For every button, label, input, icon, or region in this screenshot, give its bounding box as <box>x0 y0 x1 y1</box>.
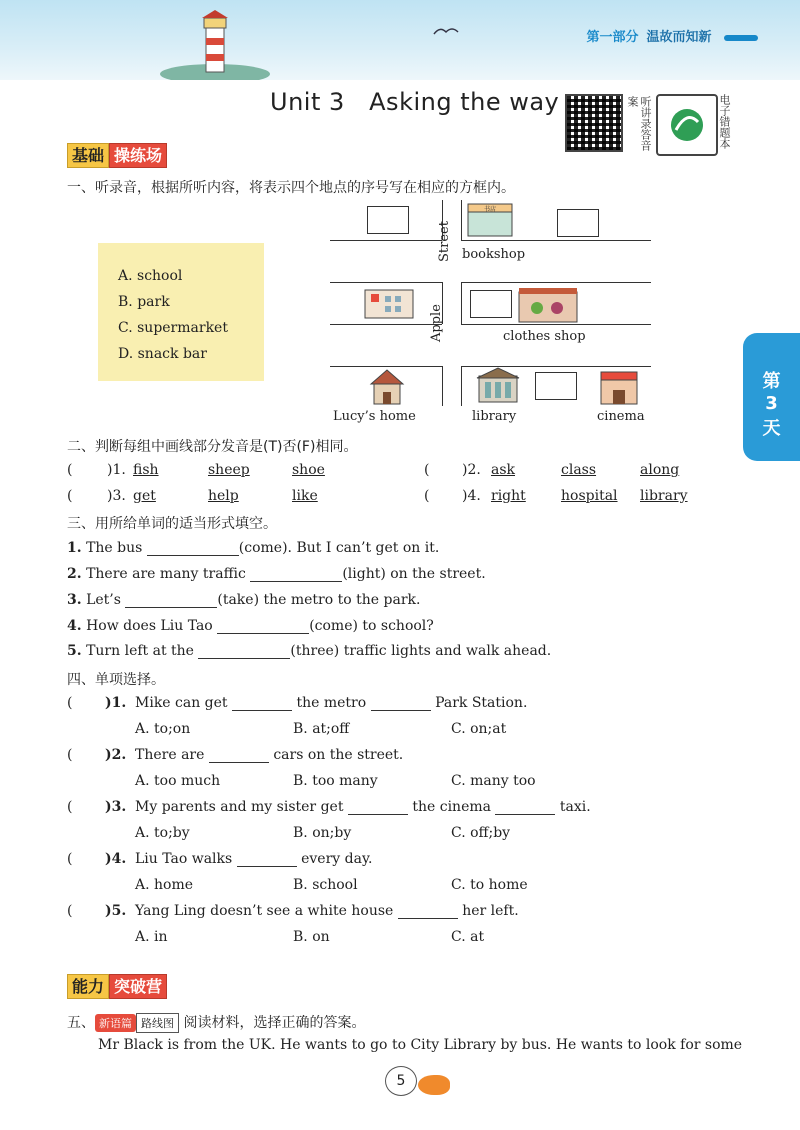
bookshop-icon <box>465 202 515 238</box>
library-label: library <box>472 409 517 424</box>
part5-instruction: 五、 新语篇 路线图 阅读材料，选择正确的答案。 <box>67 1015 366 1031</box>
blank[interactable] <box>398 918 458 919</box>
answer-box-3[interactable] <box>470 290 512 318</box>
option[interactable]: A. in <box>135 929 168 945</box>
bookshop-sign: 书店 <box>483 206 497 213</box>
part3-item-4: 4. How does Liu Tao (come) to school? <box>67 618 434 634</box>
part1-instruction: 一、听录音，根据所听内容，将表示四个地点的序号写在相应的方框内。 <box>67 180 515 196</box>
banner-tag: 第一部分 温故而知新 <box>586 26 758 45</box>
cinema-label: cinema <box>597 409 645 424</box>
part2-instruction: 二、判断每组中画线部分发音是(T)否(F)相同。 <box>67 439 358 455</box>
option-c: C. supermarket <box>118 320 228 336</box>
option[interactable]: B. at;off <box>293 721 350 737</box>
app-logo-icon <box>658 96 716 154</box>
part3-item-5: 5. Turn left at the (three) traffic lights and walk ahead. <box>67 643 552 659</box>
part3-item-1: 1. The bus (come). But I can’t get on it. <box>67 540 440 556</box>
option-d: D. snack bar <box>118 346 207 362</box>
qr-notebook-label: 电子错题本 <box>718 94 731 149</box>
option[interactable]: B. school <box>293 877 358 893</box>
blank[interactable] <box>147 555 239 556</box>
blank[interactable] <box>232 710 292 711</box>
blank[interactable] <box>237 866 297 867</box>
qr-audio-label: 听讲录答音案 <box>626 96 652 151</box>
option[interactable]: C. off;by <box>451 825 511 841</box>
cinema-icon <box>597 366 641 406</box>
seagull-icon <box>430 20 470 40</box>
library-icon <box>475 366 521 404</box>
submarine-icon <box>418 1075 450 1095</box>
options-box <box>98 243 264 381</box>
option-b: B. park <box>118 294 170 310</box>
option[interactable]: A. home <box>135 877 194 893</box>
apple-label: Apple <box>429 304 444 342</box>
hospital-icon <box>361 286 417 320</box>
new-text-tag: 新语篇 <box>95 1014 136 1032</box>
blank[interactable] <box>198 658 290 659</box>
option[interactable]: A. to;on <box>135 721 191 737</box>
blank[interactable] <box>209 762 269 763</box>
blank[interactable] <box>495 814 555 815</box>
option[interactable]: B. on <box>293 929 330 945</box>
option[interactable]: B. too many <box>293 773 378 789</box>
blank[interactable] <box>125 607 217 608</box>
clothes-shop-icon <box>515 284 581 324</box>
option[interactable]: A. to;by <box>135 825 190 841</box>
option[interactable]: B. on;by <box>293 825 352 841</box>
option-a: A. school <box>118 268 183 284</box>
qr-code-notebook[interactable] <box>656 94 718 156</box>
option[interactable]: C. to home <box>451 877 528 893</box>
page-number: 5 <box>385 1066 417 1096</box>
part4-instruction: 四、单项选择。 <box>67 672 165 688</box>
section-ability-header: 能力 突破营 <box>67 974 167 997</box>
part3-instruction: 三、用所给单词的适当形式填空。 <box>67 516 277 532</box>
answer-box-1[interactable] <box>367 206 409 234</box>
answer-box-2[interactable] <box>557 209 599 237</box>
blank[interactable] <box>371 710 431 711</box>
home-icon <box>367 368 407 406</box>
lucys-home-label: Lucy’s home <box>333 409 416 424</box>
answer-box-4[interactable] <box>535 372 577 400</box>
blank[interactable] <box>217 633 309 634</box>
option[interactable]: A. too much <box>135 773 221 789</box>
clothes-shop-label: clothes shop <box>503 329 586 344</box>
page-title: Unit 3 Asking the way <box>270 88 560 116</box>
street-map <box>325 200 655 430</box>
option[interactable]: C. on;at <box>451 721 507 737</box>
part3-item-3: 3. Let’s (take) the metro to the park. <box>67 592 421 608</box>
part3-item-2: 2. There are many traffic (light) on the street. <box>67 566 486 582</box>
lighthouse-icon <box>160 10 270 80</box>
option[interactable]: C. many too <box>451 773 536 789</box>
blank[interactable] <box>250 581 342 582</box>
blank[interactable] <box>348 814 408 815</box>
section-basic-header: 基础 操练场 <box>67 143 167 166</box>
bookshop-label: bookshop <box>462 247 526 262</box>
part5-passage: Mr Black is from the UK. He wants to go to City Library by bus. He wants to look for some <box>98 1037 743 1053</box>
qr-code-audio[interactable] <box>565 94 623 152</box>
option[interactable]: C. at <box>451 929 485 945</box>
street-label: Street <box>437 221 452 262</box>
route-map-tag: 路线图 <box>136 1013 179 1033</box>
day-tab: 第 3 天 <box>743 333 800 461</box>
